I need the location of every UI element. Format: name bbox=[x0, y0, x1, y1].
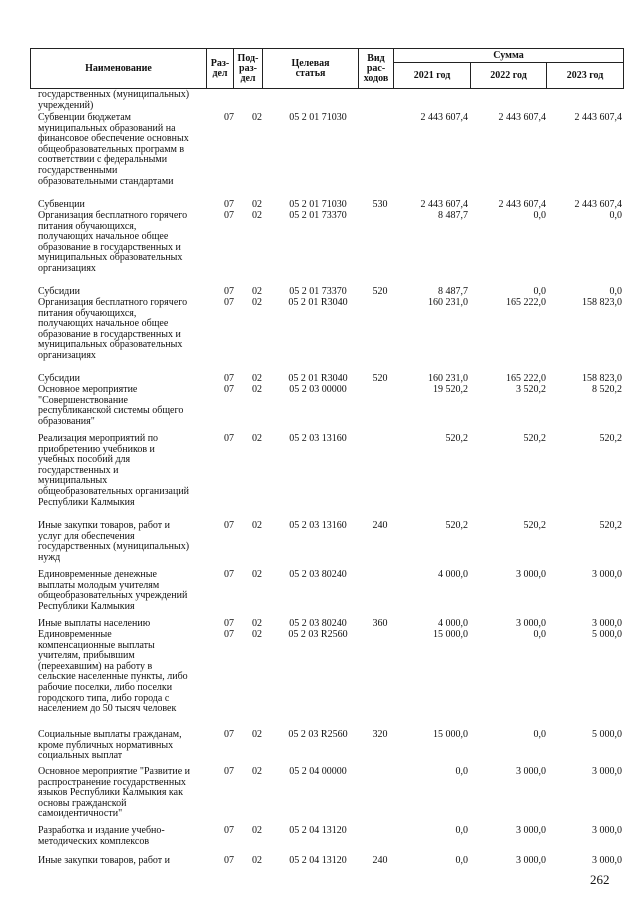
row-sum-2021: 0,0 bbox=[455, 825, 468, 836]
row-name: Субвенции bbox=[38, 199, 85, 210]
row-podrazdel: 02 bbox=[252, 766, 262, 777]
row-celevaya-statya: 05 2 03 13160 bbox=[289, 520, 347, 531]
row-razdel: 07 bbox=[224, 766, 234, 777]
row-sum-2022: 2 443 607,4 bbox=[498, 112, 546, 123]
row-razdel: 07 bbox=[224, 825, 234, 836]
row-sum-2022: 3 000,0 bbox=[516, 766, 546, 777]
row-celevaya-statya: 05 2 03 13160 bbox=[289, 433, 347, 444]
row-sum-2021: 19 520,2 bbox=[433, 384, 468, 395]
row-sum-2022: 0,0 bbox=[533, 629, 546, 640]
row-celevaya-statya: 05 2 04 13120 bbox=[289, 855, 347, 866]
row-celevaya-statya: 05 2 03 R2560 bbox=[288, 629, 348, 640]
row-sum-2023: 520,2 bbox=[599, 433, 622, 444]
row-razdel: 07 bbox=[224, 855, 234, 866]
row-sum-2022: 165 222,0 bbox=[506, 373, 546, 384]
row-sum-2023: 3 000,0 bbox=[592, 618, 622, 629]
row-sum-2021: 15 000,0 bbox=[433, 729, 468, 740]
row-name: Иные закупки товаров, работ и bbox=[38, 855, 171, 866]
header-year-2021: 2021 год bbox=[393, 62, 471, 89]
row-sum-2022: 3 000,0 bbox=[516, 825, 546, 836]
row-celevaya-statya: 05 2 03 R2560 bbox=[288, 729, 348, 740]
row-name: Организация бесплатного горячего питания обучающихся, получающих начальное общее образование в государственных и муниципальных образовательных организациях bbox=[38, 297, 188, 361]
table-header bbox=[30, 48, 624, 89]
row-sum-2021: 160 231,0 bbox=[428, 297, 468, 308]
row-podrazdel: 02 bbox=[252, 629, 262, 640]
header-podrazdel: Под- раз- дел bbox=[233, 48, 263, 89]
row-sum-2021: 4 000,0 bbox=[438, 618, 468, 629]
row-celevaya-statya: 05 2 03 80240 bbox=[289, 618, 347, 629]
row-name: Субсидии bbox=[38, 286, 80, 297]
row-sum-2023: 3 000,0 bbox=[592, 766, 622, 777]
row-sum-2021: 15 000,0 bbox=[433, 629, 468, 640]
row-sum-2023: 0,0 bbox=[609, 286, 622, 297]
row-podrazdel: 02 bbox=[252, 433, 262, 444]
row-sum-2023: 2 443 607,4 bbox=[574, 112, 622, 123]
row-podrazdel: 02 bbox=[252, 825, 262, 836]
row-name: Основное мероприятие "Совершенствование республиканской системы общего образования" bbox=[38, 384, 184, 427]
row-celevaya-statya: 05 2 01 71030 bbox=[289, 112, 347, 123]
row-razdel: 07 bbox=[224, 569, 234, 580]
row-podrazdel: 02 bbox=[252, 729, 262, 740]
header-razdel: Раз- дел bbox=[206, 48, 234, 89]
row-sum-2022: 520,2 bbox=[523, 433, 546, 444]
row-sum-2023: 3 000,0 bbox=[592, 569, 622, 580]
row-podrazdel: 02 bbox=[252, 199, 262, 210]
row-vid: 520 bbox=[372, 373, 388, 384]
row-sum-2021: 160 231,0 bbox=[428, 373, 468, 384]
header-celevaya-statya: Целевая статья bbox=[262, 48, 359, 89]
row-razdel: 07 bbox=[224, 286, 234, 297]
header-summa: Сумма bbox=[393, 48, 624, 63]
row-sum-2022: 520,2 bbox=[523, 520, 546, 531]
row-sum-2021: 2 443 607,4 bbox=[420, 112, 468, 123]
row-name: Иные закупки товаров, работ и услуг для обеспечения государственных (муниципальных) нужд bbox=[38, 520, 190, 563]
row-sum-2022: 3 000,0 bbox=[516, 618, 546, 629]
row-celevaya-statya: 05 2 04 13120 bbox=[289, 825, 347, 836]
row-sum-2023: 3 000,0 bbox=[592, 855, 622, 866]
row-sum-2022: 3 520,2 bbox=[516, 384, 546, 395]
row-razdel: 07 bbox=[224, 629, 234, 640]
row-sum-2021: 4 000,0 bbox=[438, 569, 468, 580]
row-celevaya-statya: 05 2 03 80240 bbox=[289, 569, 347, 580]
header-year-2023: 2023 год bbox=[546, 62, 624, 89]
row-celevaya-statya: 05 2 01 71030 bbox=[289, 199, 347, 210]
row-celevaya-statya: 05 2 01 73370 bbox=[289, 210, 347, 221]
row-name: Разработка и издание учебно- методических комплексов bbox=[38, 825, 165, 847]
row-sum-2022: 165 222,0 bbox=[506, 297, 546, 308]
row-name: Социальные выплаты гражданам, кроме публичных нормативных социальных выплат bbox=[38, 729, 182, 762]
row-sum-2023: 2 443 607,4 bbox=[574, 199, 622, 210]
row-sum-2022: 0,0 bbox=[533, 286, 546, 297]
row-vid: 360 bbox=[372, 618, 388, 629]
row-name: государственных (муниципальных) учреждений) bbox=[38, 89, 190, 111]
row-razdel: 07 bbox=[224, 520, 234, 531]
row-name: Единовременные денежные выплаты молодым учителям общеобразовательных учреждений Республики Калмыкия bbox=[38, 569, 188, 612]
row-celevaya-statya: 05 2 01 R3040 bbox=[288, 297, 348, 308]
row-razdel: 07 bbox=[224, 373, 234, 384]
row-sum-2021: 520,2 bbox=[445, 520, 468, 531]
row-podrazdel: 02 bbox=[252, 286, 262, 297]
row-podrazdel: 02 bbox=[252, 855, 262, 866]
row-sum-2022: 2 443 607,4 bbox=[498, 199, 546, 210]
row-vid: 520 bbox=[372, 286, 388, 297]
row-sum-2023: 8 520,2 bbox=[592, 384, 622, 395]
row-sum-2022: 3 000,0 bbox=[516, 855, 546, 866]
header-year-2022: 2022 год bbox=[470, 62, 547, 89]
row-sum-2023: 5 000,0 bbox=[592, 729, 622, 740]
row-razdel: 07 bbox=[224, 433, 234, 444]
row-razdel: 07 bbox=[224, 384, 234, 395]
row-podrazdel: 02 bbox=[252, 373, 262, 384]
row-podrazdel: 02 bbox=[252, 569, 262, 580]
row-sum-2021: 8 487,7 bbox=[438, 286, 468, 297]
row-sum-2022: 3 000,0 bbox=[516, 569, 546, 580]
row-celevaya-statya: 05 2 04 00000 bbox=[289, 766, 347, 777]
row-podrazdel: 02 bbox=[252, 384, 262, 395]
row-razdel: 07 bbox=[224, 210, 234, 221]
row-razdel: 07 bbox=[224, 112, 234, 123]
row-sum-2022: 0,0 bbox=[533, 729, 546, 740]
row-sum-2021: 2 443 607,4 bbox=[420, 199, 468, 210]
row-podrazdel: 02 bbox=[252, 210, 262, 221]
row-sum-2023: 158 823,0 bbox=[582, 373, 622, 384]
row-sum-2023: 5 000,0 bbox=[592, 629, 622, 640]
page-number: 262 bbox=[590, 872, 610, 887]
row-vid: 240 bbox=[372, 520, 388, 531]
row-sum-2023: 0,0 bbox=[609, 210, 622, 221]
row-razdel: 07 bbox=[224, 199, 234, 210]
row-podrazdel: 02 bbox=[252, 297, 262, 308]
row-sum-2023: 520,2 bbox=[599, 520, 622, 531]
row-sum-2021: 520,2 bbox=[445, 433, 468, 444]
row-podrazdel: 02 bbox=[252, 112, 262, 123]
header-name: Наименование bbox=[30, 48, 207, 89]
row-razdel: 07 bbox=[224, 297, 234, 308]
row-name: Единовременные компенсационные выплаты учителям, прибывшим (переехавшим) на работу в сельские населенные пункты, либо рабочие поселки, либо поселки городского типа, либо города с населением до 50 тысяч человек bbox=[38, 629, 188, 715]
row-razdel: 07 bbox=[224, 729, 234, 740]
row-name: Реализация мероприятий по приобретению учебников и учебных пособий для государственных и муниципальных общеобразовательных организаций Республики Калмыкия bbox=[38, 433, 190, 508]
row-celevaya-statya: 05 2 03 00000 bbox=[289, 384, 347, 395]
row-razdel: 07 bbox=[224, 618, 234, 629]
row-sum-2023: 3 000,0 bbox=[592, 825, 622, 836]
row-sum-2021: 8 487,7 bbox=[438, 210, 468, 221]
row-celevaya-statya: 05 2 01 R3040 bbox=[288, 373, 348, 384]
row-sum-2023: 158 823,0 bbox=[582, 297, 622, 308]
row-name: Основное мероприятие "Развитие и распространение государственных языков Республики Калмыкия как основы гражданской самоидентичности" bbox=[38, 766, 190, 820]
header-vid-rashodov: Вид рас- ходов bbox=[358, 48, 394, 89]
row-name: Организация бесплатного горячего питания обучающихся, получающих начальное общее образование в государственных и муниципальных образовательных организациях bbox=[38, 210, 188, 274]
row-sum-2022: 0,0 bbox=[533, 210, 546, 221]
row-podrazdel: 02 bbox=[252, 618, 262, 629]
row-vid: 530 bbox=[372, 199, 388, 210]
row-sum-2021: 0,0 bbox=[455, 766, 468, 777]
row-podrazdel: 02 bbox=[252, 520, 262, 531]
row-name: Субвенции бюджетам муниципальных образований на финансовое обеспечение основных общеобразовательных программ в соответствии с федеральными государственными образовательными стандартами bbox=[38, 112, 189, 187]
row-name: Иные выплаты населению bbox=[38, 618, 151, 629]
row-vid: 240 bbox=[372, 855, 388, 866]
row-sum-2021: 0,0 bbox=[455, 855, 468, 866]
row-name: Субсидии bbox=[38, 373, 80, 384]
row-celevaya-statya: 05 2 01 73370 bbox=[289, 286, 347, 297]
row-vid: 320 bbox=[372, 729, 388, 740]
